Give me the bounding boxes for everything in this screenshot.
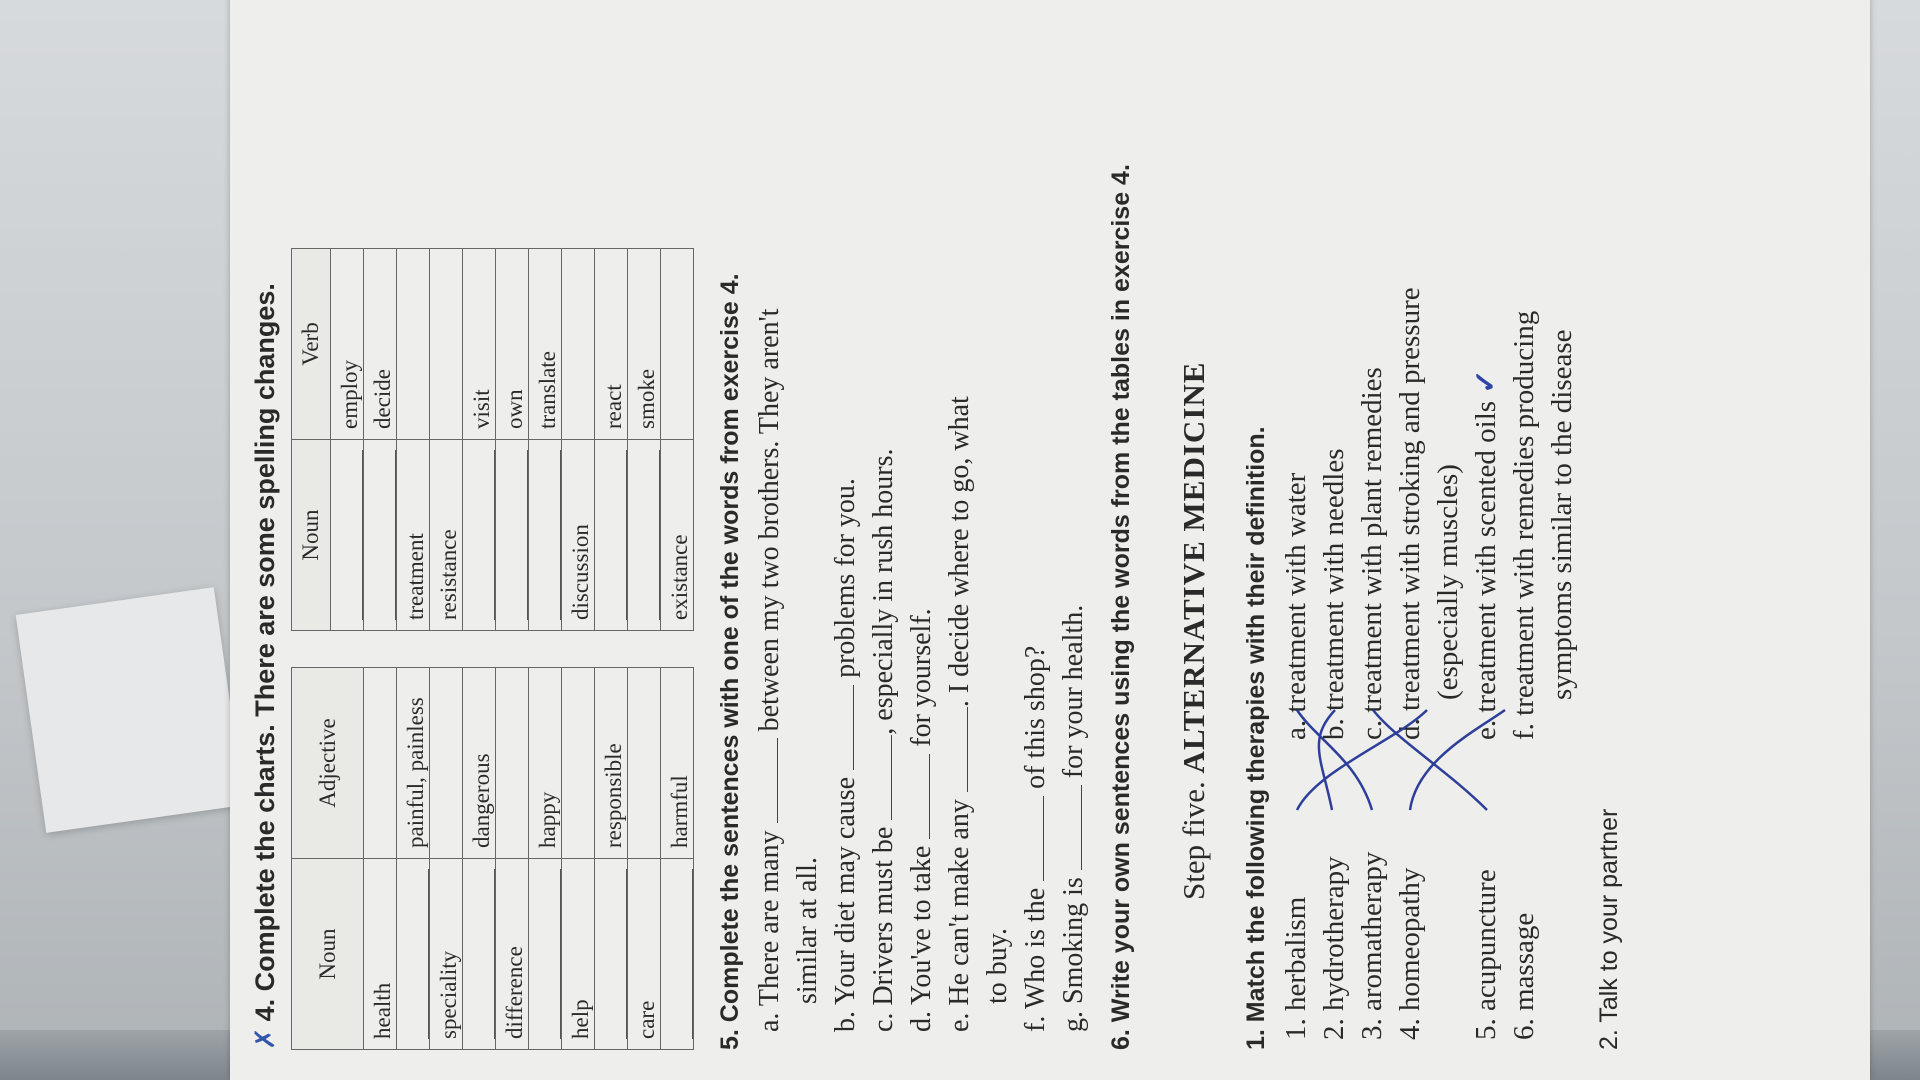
cell [430, 249, 463, 440]
blank-cell [496, 440, 529, 631]
cell [562, 249, 595, 440]
blank-cell [529, 859, 562, 1050]
charts [291, 0, 694, 1050]
cell: treatment [397, 440, 430, 631]
definition-item: b. treatment with needles [1318, 448, 1350, 740]
cell [661, 249, 694, 440]
step-heading: Step five. ALTERNATIVE MEDICINE [1176, 361, 1211, 900]
sentence-a: a. There are many between my two brothers. They aren't [754, 308, 785, 1032]
table1-header-adjective: Adjective [292, 668, 364, 859]
table1-header-noun: Noun [292, 859, 364, 1050]
definition-item: d. treatment with stroking and pressure [1394, 287, 1426, 740]
sentence-f: f. Who is the of this shop? [1020, 645, 1051, 1032]
exercise-5-title: 5. Complete the sentences with one of the words from exercise 4. [716, 273, 744, 1050]
blank-cell [595, 859, 628, 1050]
cell: help [562, 859, 595, 1050]
definition-item: (especially muscles) [1432, 464, 1464, 700]
cell: dangerous [463, 668, 496, 859]
sentence-d: d. You've to take for yourself. [906, 608, 937, 1032]
definition-item: symptoms similar to the disease [1546, 329, 1578, 700]
cell: painful, painless [397, 668, 430, 859]
cell [496, 668, 529, 859]
table2-header-noun: Noun [292, 440, 331, 631]
definition-item: e. treatment with scented oils ✓ [1470, 369, 1502, 740]
hand-drawn-match-lines [1277, 650, 1577, 850]
blank-cell [661, 859, 694, 1050]
pen-mark: ✗ [250, 1027, 280, 1050]
exercise-6-title: 6. Write your own sentences using the words from the tables in exercise 4. [1107, 164, 1135, 1050]
cell: employ [331, 249, 364, 440]
definition-item: f. treatment with remedies producing [1508, 310, 1540, 740]
therapy-item: 5. acupuncture [1470, 869, 1502, 1040]
noun-adjective-table [291, 667, 694, 1050]
cell [628, 668, 661, 859]
sentence-g: g. Smoking is for your health. [1058, 604, 1089, 1032]
sentence-e: e. He can't make any . I decide where to go, what [944, 396, 975, 1032]
check-mark: ✓ [1470, 369, 1502, 394]
cell [562, 668, 595, 859]
cell: care [628, 859, 661, 1050]
match-title: 1. Match the following therapies with their definition. [1242, 426, 1270, 1050]
cell: speciality [430, 859, 463, 1050]
therapy-item: 2. hydrotherapy [1318, 856, 1350, 1040]
sentence-c: c. Drivers must be , especially in rush hours. [868, 448, 899, 1032]
cell: health [364, 859, 397, 1050]
workbook-page [230, 0, 1870, 1080]
cell: discussion [562, 440, 595, 631]
cell: react [595, 249, 628, 440]
definition-list [1277, 0, 1581, 740]
blank-cell [529, 440, 562, 631]
blank-cell [364, 440, 397, 631]
blank-cell [595, 440, 628, 631]
cell: smoke [628, 249, 661, 440]
blank-cell [463, 859, 496, 1050]
cell [364, 668, 397, 859]
blank-cell [331, 440, 364, 631]
table2-header-verb: Verb [292, 249, 331, 440]
cell [397, 249, 430, 440]
definition-item: a. treatment with water [1280, 472, 1312, 740]
cell: responsible [595, 668, 628, 859]
sentence-e-cont: to buy. [982, 928, 1013, 1004]
therapy-item: 1. herbalism [1280, 896, 1312, 1040]
exercise-4-title: ✗4. Complete the charts. There are some spelling changes. [250, 283, 280, 1050]
sentence-b: b. Your diet may cause problems for you. [830, 478, 861, 1032]
blank-cell [628, 440, 661, 631]
cell: own [496, 249, 529, 440]
cell [430, 668, 463, 859]
blank-cell [463, 440, 496, 631]
therapy-item: 3. aromatherapy [1356, 851, 1388, 1040]
cell: difference [496, 859, 529, 1050]
cell: existance [661, 440, 694, 631]
cell: translate [529, 249, 562, 440]
match-exercise [1277, 0, 1581, 1040]
noun-verb-table [291, 248, 694, 631]
sentence-a-cont: similar at all. [792, 857, 823, 1004]
blank-cell [397, 859, 430, 1050]
cell: harmful [661, 668, 694, 859]
cell: decide [364, 249, 397, 440]
footer-text: 2. Talk to your partner [1595, 808, 1623, 1050]
definition-item: c. treatment with plant remedies [1356, 367, 1388, 740]
therapy-item: 6. massage [1508, 912, 1540, 1040]
therapy-item: 4. homeopathy [1394, 867, 1426, 1040]
cell: resistance [430, 440, 463, 631]
book-corner [16, 587, 245, 833]
cell: happy [529, 668, 562, 859]
cell: visit [463, 249, 496, 440]
